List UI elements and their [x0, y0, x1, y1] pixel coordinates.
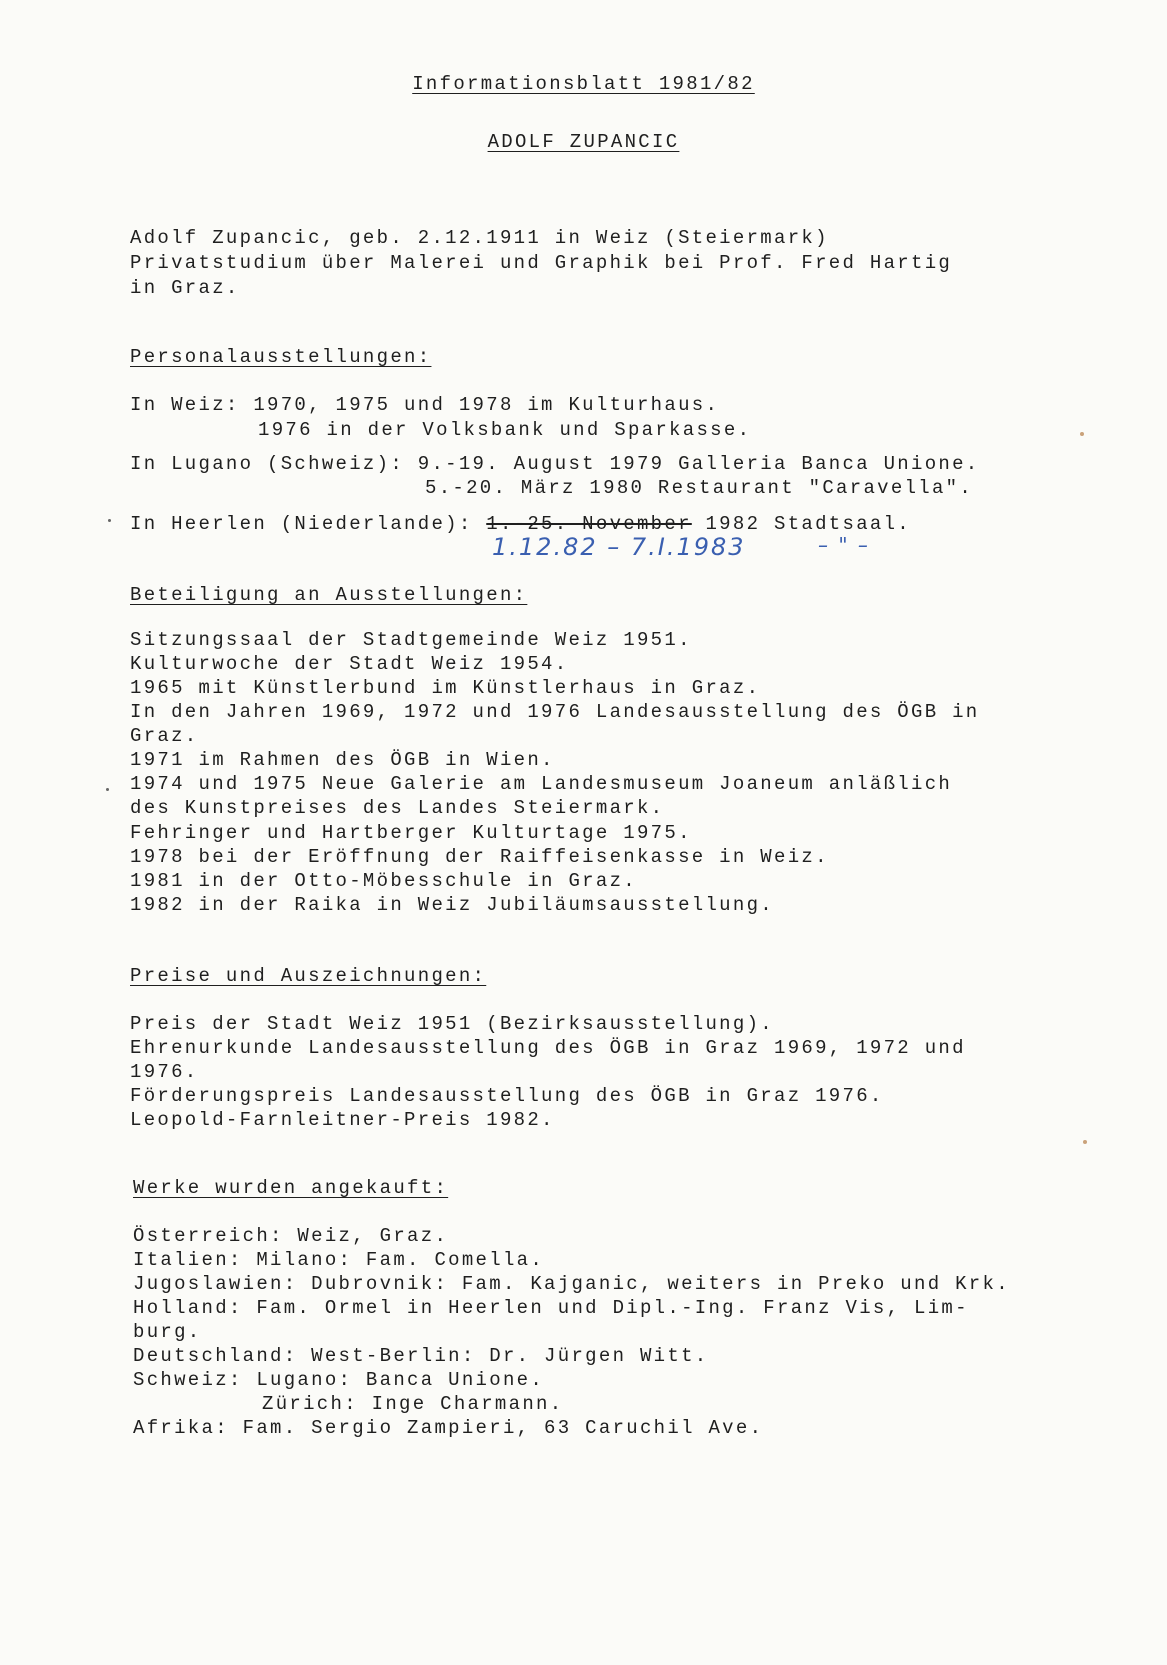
award-line: 1976. — [130, 1061, 199, 1083]
paper-speck — [108, 519, 111, 522]
bio-line: in Graz. — [130, 277, 240, 299]
exhibition-line: In Weiz: 1970, 1975 und 1978 im Kulturhaus. — [130, 394, 720, 416]
participation-line: Kulturwoche der Stadt Weiz 1954. — [130, 653, 569, 675]
purchase-line: Afrika: Fam. Sergio Zampieri, 63 Caruchil Ave. — [133, 1417, 764, 1439]
participation-line: 1982 in der Raika in Weiz Jubiläumsausstellung. — [130, 894, 774, 916]
artist-name-heading: ADOLF ZUPANCIC — [487, 131, 680, 153]
purchase-line: Jugoslawien: Dubrovnik: Fam. Kajganic, weiters in Preko und Krk. — [133, 1273, 1010, 1295]
bio-line: Privatstudium über Malerei und Graphik bei Prof. Fred Hartig — [130, 252, 953, 274]
awards-heading: Preise und Auszeichnungen: — [130, 965, 487, 987]
exhibition-line: In Lugano (Schweiz): 9.-19. August 1979 Galleria Banca Unione. — [130, 453, 980, 475]
purchase-line: Italien: Milano: Fam. Comella. — [133, 1249, 545, 1271]
personal-exhibitions-heading: Personalausstellungen: — [130, 346, 432, 368]
participation-line: 1978 bei der Eröffnung der Raiffeisenkasse in Weiz. — [130, 846, 829, 868]
participation-line: 1965 mit Künstlerbund im Künstlerhaus in Graz. — [130, 677, 761, 699]
heerlen-venue: 1982 Stadtsaal. — [705, 513, 912, 535]
purchase-line: Schweiz: Lugano: Banca Unione. — [133, 1369, 545, 1391]
struck-date: 1.-25. November — [486, 513, 692, 535]
purchase-line: Holland: Fam. Ormel in Heerlen und Dipl.-Ing. Franz Vis, Lim- — [133, 1297, 969, 1319]
document-title: Informationsblatt 1981/82 — [412, 73, 755, 95]
paper-speck — [1080, 432, 1084, 436]
exhibition-line: 1976 in der Volksbank und Sparkasse. — [258, 419, 752, 441]
participation-line: Graz. — [130, 725, 199, 747]
heerlen-prefix: In Heerlen (Niederlande): — [130, 513, 473, 535]
purchases-heading: Werke wurden angekauft: — [133, 1177, 449, 1199]
participation-line: 1971 im Rahmen des ÖGB in Wien. — [130, 749, 555, 771]
participation-line: 1974 und 1975 Neue Galerie am Landesmuseum Joaneum anläßlich — [130, 773, 953, 795]
participation-line: 1981 in der Otto-Möbesschule in Graz. — [130, 870, 637, 892]
purchase-line: Zürich: Inge Charmann. — [262, 1393, 564, 1415]
participation-line: Sitzungssaal der Stadtgemeinde Weiz 1951. — [130, 629, 692, 651]
paper-speck — [106, 788, 109, 791]
participation-heading: Beteiligung an Ausstellungen: — [130, 584, 528, 606]
participation-line: des Kunstpreises des Landes Steiermark. — [130, 797, 665, 819]
award-line: Förderungspreis Landesausstellung des ÖGB in Graz 1976. — [130, 1085, 884, 1107]
purchase-line: burg. — [133, 1321, 202, 1343]
award-line: Preis der Stadt Weiz 1951 (Bezirksausstellung). — [130, 1013, 774, 1035]
purchase-line: Deutschland: West-Berlin: Dr. Jürgen Witt. — [133, 1345, 709, 1367]
paper-speck — [1083, 1140, 1087, 1144]
participation-line: In den Jahren 1969, 1972 und 1976 Landesausstellung des ÖGB in — [130, 701, 980, 723]
award-line: Leopold-Farnleitner-Preis 1982. — [130, 1109, 555, 1131]
participation-line: Fehringer und Hartberger Kulturtage 1975. — [130, 822, 692, 844]
purchase-line: Österreich: Weiz, Graz. — [133, 1225, 449, 1247]
bio-line: Adolf Zupancic, geb. 2.12.1911 in Weiz (Steiermark) — [130, 227, 829, 249]
award-line: Ehrenurkunde Landesausstellung des ÖGB in Graz 1969, 1972 und — [130, 1037, 966, 1059]
handwritten-ditto-mark: – " – — [818, 533, 870, 557]
handwritten-date-correction: 1.12.82 – 7.I.1983 — [492, 533, 746, 561]
exhibition-line: 5.-20. März 1980 Restaurant "Caravella". — [425, 477, 974, 499]
